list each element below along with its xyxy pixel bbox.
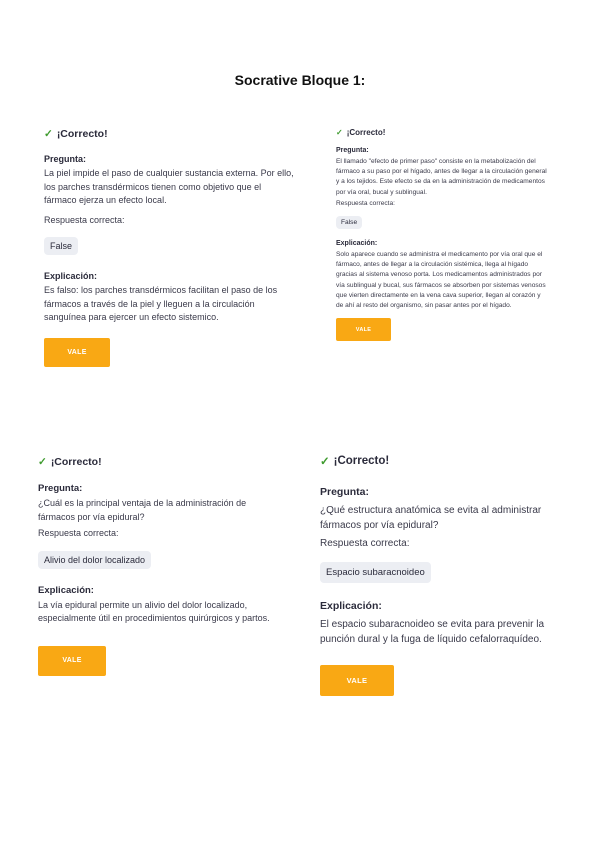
question-label: Pregunta:: [336, 147, 369, 154]
question-text: El llamado "efecto de primer paso" consiste en la metabolización del fármaco a su paso por el hígado, antes de llegar a la circulación general y a los tejidos. Este efecto se da en la administración de medicamentos por vía oral, bucal y sublingual.: [336, 158, 547, 196]
question-label: Pregunta:: [320, 486, 370, 498]
status-text: ¡Correcto!: [346, 128, 386, 137]
checkmark-icon: ✓: [336, 128, 343, 137]
explanation-text: El espacio subaracnoideo se evita para prevenir la punción dural y la fuga de líquido cefalorraquídeo.: [320, 619, 545, 645]
status-row: [38, 456, 278, 468]
status-text: ¡Correcto!: [50, 456, 102, 468]
checkmark-icon: ✓: [38, 456, 47, 468]
question-text: ¿Cuál es la principal ventaja de la administración de fármacos por vía epidural?: [38, 498, 247, 522]
status-text: ¡Correcto!: [56, 128, 108, 140]
vale-button[interactable]: VALE: [44, 338, 110, 367]
answer-value: Espacio subaracnoideo: [320, 562, 431, 583]
status-row: [44, 128, 294, 140]
document-title: Socrative Bloque 1:: [234, 72, 366, 88]
answer-label: Respuesta correcta:: [38, 528, 119, 538]
vale-button[interactable]: VALE: [320, 665, 394, 696]
answer-label: Respuesta correcta:: [320, 538, 410, 549]
answer-label: Respuesta correcta:: [336, 199, 396, 207]
checkmark-icon: ✓: [320, 456, 330, 468]
explanation-text: La vía epidural permite un alivio del dolor localizado, especialmente útil en procedimientos quirúrgicos y partos.: [38, 599, 270, 623]
explanation-label: Explicación:: [336, 240, 378, 248]
result-card-3: [38, 456, 278, 676]
explanation-label: Explicación:: [44, 271, 98, 281]
checkmark-icon: ✓: [44, 128, 53, 140]
explanation-text: Es falso: los parches transdérmicos facilitan el paso de los fármacos a través de la piel y lleguen a la circulación sanguínea para ejercer un efecto sistemico.: [44, 285, 278, 322]
answer-value: False: [44, 237, 78, 255]
result-card-1: [44, 128, 294, 367]
explanation-label: Explicación:: [38, 584, 94, 596]
answer-label: Respuesta correcta:: [44, 214, 125, 225]
vale-button[interactable]: VALE: [336, 318, 391, 341]
question-label: Pregunta:: [38, 483, 83, 494]
question-text: La piel impide el paso de cualquier sustancia externa. Por ello, los parches transdérmicos tienen como objetivo que el fármaco ejerza un efecto local.: [44, 168, 294, 205]
vale-button[interactable]: VALE: [38, 646, 106, 676]
question-text: ¿Qué estructura anatómica se evita al administrar fármacos por vía epidural?: [320, 505, 542, 531]
status-row: [336, 128, 548, 137]
status-text: ¡Correcto!: [333, 455, 390, 467]
explanation-label: Explicación:: [320, 600, 382, 612]
answer-value: Alivio del dolor localizado: [38, 551, 151, 569]
explanation-text: Solo aparece cuando se administra el medicamento por vía oral que el fármaco, antes de llegar a la circulación sistémica, llega al hígado gracias al sistema venoso porta. Los medicamentos administrados por vía sublingual y bucal, sus fármacos se absorben por sistemas venosos que vierten directamente en la vena cava superior, llegan al corazón y de ahí al resto del organismo, sin pasar antes por el hígado.: [336, 251, 546, 310]
question-label: Pregunta:: [44, 154, 87, 164]
result-card-2: [336, 128, 548, 341]
answer-value: False: [336, 216, 362, 229]
result-card-4: [320, 454, 578, 696]
status-row: [320, 454, 578, 468]
